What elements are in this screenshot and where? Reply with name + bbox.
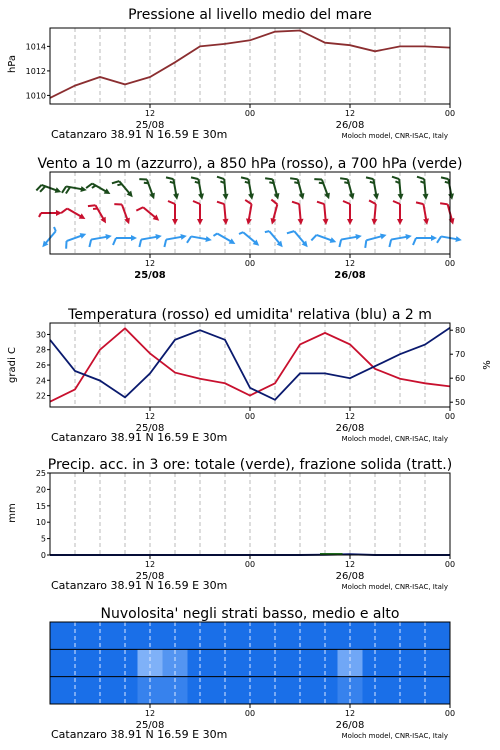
wind-barb-half-feather (239, 231, 243, 235)
wind-barb-feather (265, 176, 273, 181)
wind-barb-head (173, 193, 180, 200)
wind-barb-head (298, 219, 305, 226)
wind-barb-feather (191, 176, 198, 180)
cloud-xtick-label: 12 (344, 709, 356, 718)
wind-barb-feather (287, 229, 294, 236)
wind-barb-feather (88, 240, 92, 247)
wind-barb-feather (114, 202, 122, 207)
wind-barb-head (245, 218, 252, 225)
wind-barb-head (347, 219, 353, 225)
cloud-xtick-label: 12 (144, 709, 156, 718)
wind-barb-feather (317, 201, 324, 205)
wind-barb-feather (290, 176, 298, 181)
wind-barb-head (105, 233, 112, 240)
wind-barb (36, 181, 62, 199)
wind-barb-half-feather (39, 213, 41, 217)
wind-barb (363, 232, 389, 248)
wind-barb-feather (139, 177, 147, 182)
wind-barb (265, 176, 281, 202)
wind-xtick-label: 00 (244, 259, 256, 268)
wind-barb (86, 179, 112, 200)
pressure-date-label: 26/08 (335, 120, 365, 131)
pressure-title: Pressione al livello medio del mare (128, 7, 372, 23)
precip-credit: Moloch model, CNR-ISAC, Italy (341, 583, 448, 591)
wind-barb-head (180, 233, 187, 240)
wind-barb-feather (314, 177, 322, 182)
cloud-date-label: 26/08 (335, 720, 365, 731)
cloud-xtick-label: 00 (244, 709, 256, 718)
precip-ytick-label: 0 (40, 551, 46, 560)
wind-barb-feather (292, 201, 299, 205)
wind-barb-half-feather (213, 233, 217, 237)
wind-date-label: 26/08 (334, 270, 366, 281)
wind-barb (287, 227, 310, 252)
wind-barb-feather (136, 205, 143, 212)
wind-barb (241, 176, 255, 201)
wind-barb (112, 177, 135, 202)
wind-barb-feather (217, 201, 224, 205)
precip-location: Catanzaro 38.91 N 16.59 E 30m (51, 579, 228, 592)
wind-barb (292, 201, 304, 226)
wind-title: Vento a 10 m (azzurro), a 850 hPa (rosso), a 700 hPa (verde) (37, 156, 463, 172)
wind-barb-head (373, 193, 380, 200)
wind-barb (367, 200, 379, 225)
wind-barb-head (423, 194, 430, 201)
wind-barb-head (205, 236, 212, 243)
wind-barb-head (405, 233, 412, 240)
wind-barb (88, 201, 109, 227)
wind-barb-head (55, 187, 63, 195)
wind-barb-half-feather (53, 227, 57, 231)
wind-xtick-label: 12 (344, 259, 356, 268)
wind-barb-feather (271, 200, 279, 205)
precip-ytick-label: 15 (35, 501, 46, 511)
pressure-xtick-label: 00 (244, 109, 256, 118)
wind-barb-feather (441, 176, 448, 180)
wind-barb-head (398, 194, 405, 201)
precip-ytick-label: 25 (35, 469, 46, 478)
wind-barb-feather (241, 176, 248, 180)
wind-barb (440, 201, 456, 227)
wind-barb-feather (193, 201, 200, 204)
wind-barb-feather (62, 186, 66, 193)
temperature-title: Temperatura (rosso) ed umidita' relativa (blu) a 2 m (68, 307, 432, 323)
pressure-location: Catanzaro 38.91 N 16.59 E 30m (51, 128, 228, 141)
wind-barb (392, 176, 404, 201)
pressure-xtick-label: 12 (344, 109, 356, 118)
wind-barb-feather (388, 240, 392, 247)
wind-barb (217, 201, 229, 226)
precip-frame (50, 473, 450, 555)
wind-barb-feather (187, 236, 191, 243)
wind-barb (366, 176, 380, 201)
wind-barb (63, 231, 89, 249)
wind-barb-head (423, 218, 430, 225)
temperature-location: Catanzaro 38.91 N 16.59 E 30m (51, 431, 228, 444)
precip-date-label: 26/08 (335, 571, 365, 582)
wind-barb-feather (392, 176, 399, 180)
wind-barb (340, 176, 356, 202)
wind-barb (311, 231, 337, 249)
temperature-credit: Moloch model, CNR-ISAC, Italy (341, 435, 448, 443)
wind-barb (314, 176, 332, 202)
wind-barb-feather (163, 240, 167, 247)
temperature-ytick-right-label: 70 (455, 350, 466, 360)
cloud-xtick-label: 00 (444, 709, 456, 718)
wind-barb (217, 176, 229, 201)
precip-xtick-label: 12 (344, 560, 356, 569)
cloud-date-label: 25/08 (135, 720, 165, 731)
precip-xtick-label: 12 (144, 560, 156, 569)
wind-barb-feather (340, 176, 348, 181)
wind-barb (139, 176, 157, 202)
wind-barb-head (248, 193, 255, 200)
wind-barb (441, 176, 455, 201)
wind-barb-feather (217, 176, 224, 180)
wind-barb-head (371, 219, 378, 226)
wind-barb (265, 200, 281, 226)
temperature-xtick-label: 00 (444, 412, 456, 421)
temperature-date-label: 26/08 (335, 423, 365, 434)
humidity-ylabel: % (482, 360, 493, 370)
temperature-ytick-label: 22 (35, 391, 46, 401)
wind-barb (39, 227, 59, 249)
temperature-ytick-label: 28 (35, 345, 46, 355)
wind-barb-feather (338, 240, 342, 247)
wind-barb-feather (366, 176, 373, 180)
wind-barb-head (380, 232, 387, 239)
wind-barb (417, 176, 429, 201)
cloud-credit: Moloch model, CNR-ISAC, Italy (341, 732, 448, 740)
wind-barb-feather (113, 238, 116, 245)
precip-ytick-label: 20 (35, 485, 46, 495)
pressure-date-label: 25/08 (135, 120, 165, 131)
precip-title: Precip. acc. in 3 ore: totale (verde), frazione solida (tratt.) (47, 457, 453, 473)
wind-barb (393, 201, 403, 225)
wind-barb-head (100, 217, 108, 225)
wind-barb-feather (311, 234, 316, 242)
wind-barb-feather (440, 201, 448, 206)
wind-barb (168, 201, 178, 225)
wind-barb (343, 201, 353, 225)
wind-barb (191, 176, 205, 201)
wind-barb-feather (245, 200, 252, 204)
temperature-ytick-label: 26 (35, 361, 46, 370)
wind-barb (114, 201, 132, 227)
wind-barb-head (223, 194, 230, 201)
wind-barb-feather (413, 238, 416, 245)
temperature-ytick-right-label: 50 (455, 398, 466, 408)
wind-barb-feather (343, 201, 350, 204)
wind-barb-head (79, 213, 87, 221)
wind-barb (166, 176, 180, 201)
pressure-ytick-label: 1014 (25, 42, 46, 52)
wind-barb (61, 204, 87, 225)
precip-ylabel: mm (7, 503, 18, 523)
cloud-title: Nuvolosita' negli strati basso, medio e alto (100, 606, 400, 622)
precip-date-label: 25/08 (135, 571, 165, 582)
wind-barb-head (104, 188, 112, 196)
wind-barb (317, 201, 329, 226)
wind-barb-head (448, 193, 455, 200)
temperature-ytick-label: 30 (35, 330, 46, 340)
wind-barb-head (198, 193, 205, 200)
wind-barb (193, 201, 203, 225)
precip-xtick-label: 00 (444, 560, 456, 569)
cloud-location: Catanzaro 38.91 N 16.59 E 30m (51, 728, 228, 741)
precip-xtick-label: 00 (244, 560, 256, 569)
wind-barb-head (131, 235, 137, 241)
wind-barb-head (323, 219, 330, 226)
chart-layer (26, 28, 466, 741)
wind-barb (290, 176, 306, 202)
pressure-ytick-label: 1010 (25, 91, 46, 101)
pressure-ytick-label: 1012 (25, 66, 46, 76)
wind-barb-head (223, 219, 230, 226)
pressure-ylabel: hPa (7, 54, 18, 74)
wind-barb-feather (416, 201, 423, 205)
pressure-xtick-label: 00 (444, 109, 456, 118)
pressure-credit: Moloch model, CNR-ISAC, Italy (341, 132, 448, 140)
wind-date-label: 25/08 (134, 270, 166, 281)
wind-xtick-label: 00 (444, 259, 456, 268)
wind-barb-feather (437, 236, 441, 243)
wind-barb-feather (363, 240, 368, 248)
wind-barb (416, 201, 430, 226)
wind-barb-head (355, 233, 362, 240)
wind-barb-head (431, 235, 437, 241)
wind-barb-feather (88, 203, 96, 209)
wind-barb-feather (64, 241, 69, 249)
wind-barb-head (229, 238, 237, 246)
wind-barb-head (455, 236, 462, 243)
temperature-ytick-right-label: 60 (455, 374, 466, 384)
wind-barb-head (330, 237, 338, 245)
wind-barb-feather (86, 182, 92, 190)
wind-barb-feather (138, 240, 142, 247)
wind-barb-head (197, 219, 203, 225)
wind-barb-head (80, 231, 88, 239)
wind-barb-feather (166, 176, 173, 180)
precip-ytick-label: 10 (35, 518, 46, 528)
temperature-ytick-label: 24 (35, 376, 46, 386)
precip-ytick-label: 5 (40, 534, 46, 544)
wind-barb-half-feather (265, 230, 269, 234)
wind-barb-head (397, 219, 403, 225)
wind-barb-head (172, 219, 178, 225)
wind-barb (136, 203, 161, 226)
wind-barb (241, 200, 255, 225)
temperature-ylabel: gradi C (7, 347, 18, 383)
wind-barb-feather (61, 207, 67, 215)
pressure-xtick-label: 12 (144, 109, 156, 118)
temperature-ytick-right-label: 80 (455, 326, 466, 336)
wind-barb-feather (417, 176, 424, 180)
wind-barb-feather (168, 201, 175, 204)
wind-barb-feather (393, 201, 400, 204)
cloud-background (50, 622, 450, 704)
temperature-xtick-label: 12 (344, 412, 356, 421)
wind-barb-head (155, 233, 162, 240)
temperature-date-label: 25/08 (135, 423, 165, 434)
wind-xtick-label: 12 (144, 259, 156, 268)
temperature-xtick-label: 12 (144, 412, 156, 421)
temperature-xtick-label: 00 (244, 412, 256, 421)
